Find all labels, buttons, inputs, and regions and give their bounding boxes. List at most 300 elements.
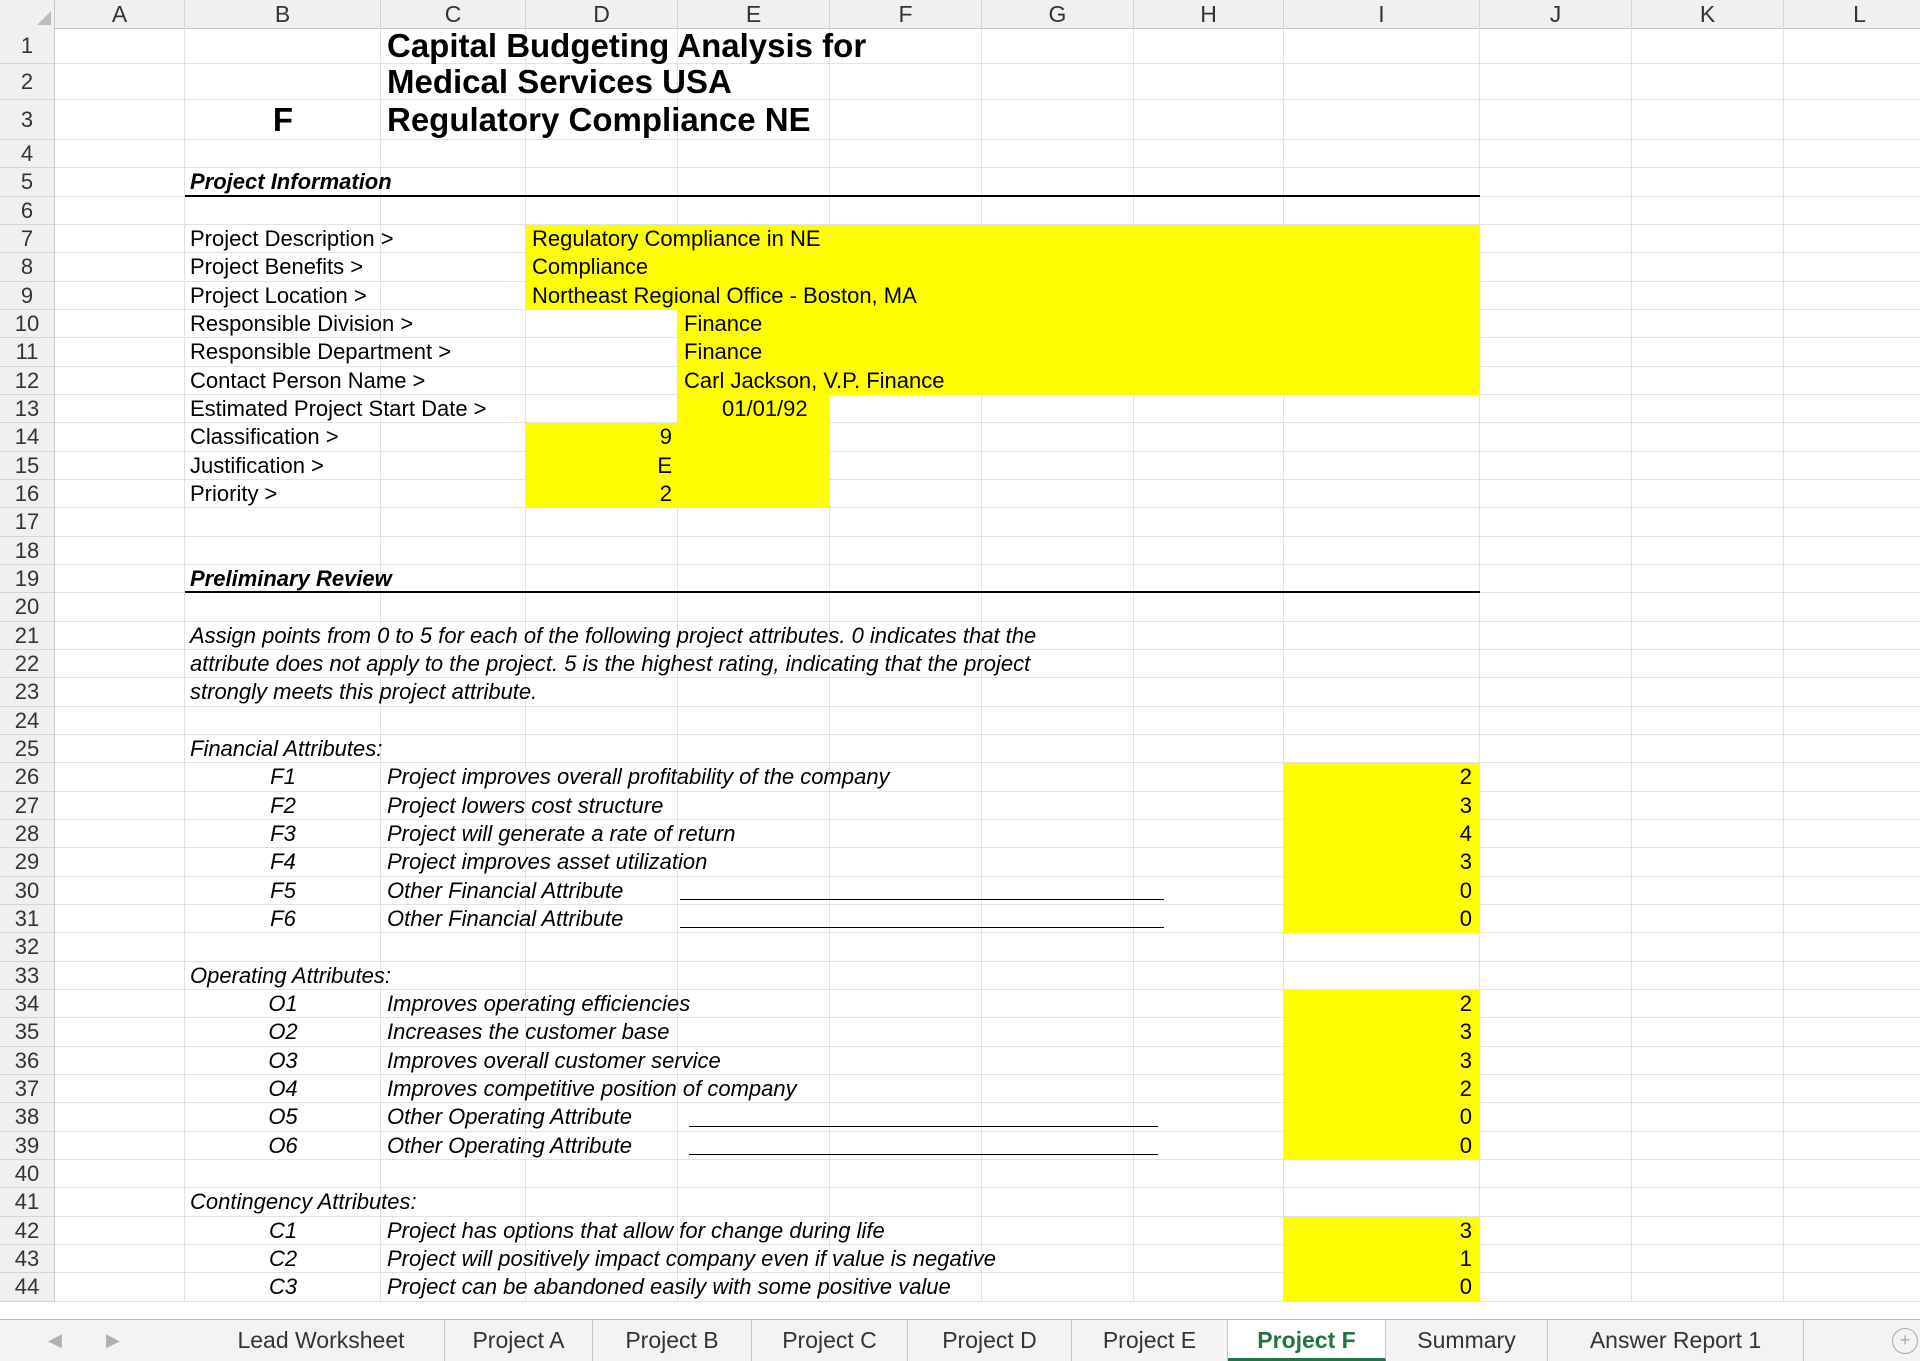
sheet-tab-project-f[interactable]: Project F — [1228, 1320, 1386, 1361]
cell-l11[interactable] — [1784, 338, 1920, 366]
cell-k35[interactable] — [1632, 1018, 1784, 1046]
cell-f37[interactable] — [830, 1075, 982, 1103]
cell-a16[interactable] — [55, 480, 185, 508]
row-header[interactable]: 15 — [0, 452, 55, 480]
cell-j11[interactable] — [1480, 338, 1632, 366]
cell-b1[interactable] — [185, 28, 381, 64]
cell-l1[interactable] — [1784, 28, 1920, 64]
cell-a33[interactable] — [55, 962, 185, 990]
row-header[interactable]: 3 — [0, 100, 55, 140]
cell-f5[interactable] — [830, 168, 982, 196]
cell-j29[interactable] — [1480, 848, 1632, 876]
cell-a43[interactable] — [55, 1245, 185, 1273]
cell-l36[interactable] — [1784, 1047, 1920, 1075]
cell-i4[interactable] — [1284, 140, 1480, 168]
cell-l21[interactable] — [1784, 622, 1920, 650]
cell-i10[interactable] — [1284, 310, 1480, 338]
cell-i19[interactable] — [1284, 565, 1480, 593]
cell-l42[interactable] — [1784, 1217, 1920, 1245]
cell-k13[interactable] — [1632, 395, 1784, 423]
cell-f6[interactable] — [830, 197, 982, 225]
row-header[interactable]: 6 — [0, 197, 55, 225]
cell-a2[interactable] — [55, 64, 185, 100]
cell-j13[interactable] — [1480, 395, 1632, 423]
cell-c32[interactable] — [381, 933, 526, 961]
cell-k40[interactable] — [1632, 1160, 1784, 1188]
row-header[interactable]: 31 — [0, 905, 55, 933]
cell-d23[interactable] — [526, 678, 678, 706]
cell-d24[interactable] — [526, 707, 678, 735]
cell-f17[interactable] — [830, 508, 982, 536]
cell-l26[interactable] — [1784, 763, 1920, 791]
cell-l18[interactable] — [1784, 537, 1920, 565]
cell-g9[interactable] — [982, 282, 1134, 310]
cell-i14[interactable] — [1284, 423, 1480, 451]
cell-k38[interactable] — [1632, 1103, 1784, 1131]
row-header[interactable]: 19 — [0, 565, 55, 593]
cell-l22[interactable] — [1784, 650, 1920, 678]
cell-h41[interactable] — [1134, 1188, 1284, 1216]
row-header[interactable]: 41 — [0, 1188, 55, 1216]
cell-e32[interactable] — [678, 933, 830, 961]
cell-j10[interactable] — [1480, 310, 1632, 338]
cell-k28[interactable] — [1632, 820, 1784, 848]
cell-a7[interactable] — [55, 225, 185, 253]
cell-i20[interactable] — [1284, 593, 1480, 621]
cell-j24[interactable] — [1480, 707, 1632, 735]
cell-h36[interactable] — [1134, 1047, 1284, 1075]
cell-l4[interactable] — [1784, 140, 1920, 168]
cell-a29[interactable] — [55, 848, 185, 876]
cell-j37[interactable] — [1480, 1075, 1632, 1103]
cell-j1[interactable] — [1480, 28, 1632, 64]
cell-j30[interactable] — [1480, 877, 1632, 905]
cell-i12[interactable] — [1284, 367, 1480, 395]
cell-k23[interactable] — [1632, 678, 1784, 706]
cell-g32[interactable] — [982, 933, 1134, 961]
cell-g12[interactable] — [982, 367, 1134, 395]
cell-e15[interactable] — [678, 452, 830, 480]
cell-e19[interactable] — [678, 565, 830, 593]
cell-e25[interactable] — [678, 735, 830, 763]
row-header[interactable]: 34 — [0, 990, 55, 1018]
cell-h25[interactable] — [1134, 735, 1284, 763]
cell-f33[interactable] — [830, 962, 982, 990]
cell-k34[interactable] — [1632, 990, 1784, 1018]
column-header-a[interactable]: A — [55, 0, 185, 28]
cell-f36[interactable] — [830, 1047, 982, 1075]
cell-k7[interactable] — [1632, 225, 1784, 253]
cell-d13[interactable] — [526, 395, 678, 423]
row-header[interactable]: 1 — [0, 28, 55, 64]
cell-l33[interactable] — [1784, 962, 1920, 990]
cell-i33[interactable] — [1284, 962, 1480, 990]
row-header[interactable]: 20 — [0, 593, 55, 621]
column-header-b[interactable]: B — [185, 0, 381, 28]
cell-g11[interactable] — [982, 338, 1134, 366]
cell-h4[interactable] — [1134, 140, 1284, 168]
sheet-tab-summary[interactable]: Summary — [1386, 1320, 1548, 1361]
row-header[interactable]: 16 — [0, 480, 55, 508]
cell-l12[interactable] — [1784, 367, 1920, 395]
cell-k26[interactable] — [1632, 763, 1784, 791]
cell-e14[interactable] — [678, 423, 830, 451]
column-header-l[interactable]: L — [1784, 0, 1920, 28]
cell-l17[interactable] — [1784, 508, 1920, 536]
cell-h18[interactable] — [1134, 537, 1284, 565]
cell-k14[interactable] — [1632, 423, 1784, 451]
row-header[interactable]: 7 — [0, 225, 55, 253]
cell-i16[interactable] — [1284, 480, 1480, 508]
cell-a12[interactable] — [55, 367, 185, 395]
cell-f2[interactable] — [830, 64, 982, 100]
cell-g15[interactable] — [982, 452, 1134, 480]
cell-d40[interactable] — [526, 1160, 678, 1188]
cell-j4[interactable] — [1480, 140, 1632, 168]
column-header-k[interactable]: K — [1632, 0, 1784, 28]
cell-g40[interactable] — [982, 1160, 1134, 1188]
cell-k8[interactable] — [1632, 253, 1784, 281]
cell-j2[interactable] — [1480, 64, 1632, 100]
cell-a4[interactable] — [55, 140, 185, 168]
cell-l44[interactable] — [1784, 1273, 1920, 1301]
cell-j19[interactable] — [1480, 565, 1632, 593]
cell-l5[interactable] — [1784, 168, 1920, 196]
cell-a36[interactable] — [55, 1047, 185, 1075]
cell-f32[interactable] — [830, 933, 982, 961]
cell-k11[interactable] — [1632, 338, 1784, 366]
cell-k43[interactable] — [1632, 1245, 1784, 1273]
cell-e5[interactable] — [678, 168, 830, 196]
cell-g6[interactable] — [982, 197, 1134, 225]
cell-i8[interactable] — [1284, 253, 1480, 281]
row-header[interactable]: 4 — [0, 140, 55, 168]
cell-a5[interactable] — [55, 168, 185, 196]
cell-g17[interactable] — [982, 508, 1134, 536]
cell-a25[interactable] — [55, 735, 185, 763]
cell-i9[interactable] — [1284, 282, 1480, 310]
cell-j18[interactable] — [1480, 537, 1632, 565]
cell-a44[interactable] — [55, 1273, 185, 1301]
cell-d10[interactable] — [526, 310, 678, 338]
cell-j39[interactable] — [1480, 1132, 1632, 1160]
cell-b2[interactable] — [185, 64, 381, 100]
cell-e31[interactable] — [678, 905, 830, 933]
row-header[interactable]: 18 — [0, 537, 55, 565]
sheet-tab-project-b[interactable]: Project B — [593, 1320, 752, 1361]
cell-j9[interactable] — [1480, 282, 1632, 310]
row-header[interactable]: 39 — [0, 1132, 55, 1160]
cell-h28[interactable] — [1134, 820, 1284, 848]
cell-l3[interactable] — [1784, 100, 1920, 140]
cell-h38[interactable] — [1134, 1103, 1284, 1131]
cell-h12[interactable] — [1134, 367, 1284, 395]
cell-e4[interactable] — [678, 140, 830, 168]
cell-a20[interactable] — [55, 593, 185, 621]
cell-h19[interactable] — [1134, 565, 1284, 593]
cell-f30[interactable] — [830, 877, 982, 905]
cell-j41[interactable] — [1480, 1188, 1632, 1216]
cell-g20[interactable] — [982, 593, 1134, 621]
cell-a21[interactable] — [55, 622, 185, 650]
cell-j3[interactable] — [1480, 100, 1632, 140]
cell-e17[interactable] — [678, 508, 830, 536]
cell-d18[interactable] — [526, 537, 678, 565]
cell-h6[interactable] — [1134, 197, 1284, 225]
cell-a14[interactable] — [55, 423, 185, 451]
cell-k32[interactable] — [1632, 933, 1784, 961]
cell-l19[interactable] — [1784, 565, 1920, 593]
cell-h11[interactable] — [1134, 338, 1284, 366]
cell-g5[interactable] — [982, 168, 1134, 196]
row-header[interactable]: 22 — [0, 650, 55, 678]
cell-h37[interactable] — [1134, 1075, 1284, 1103]
cell-f40[interactable] — [830, 1160, 982, 1188]
cell-a35[interactable] — [55, 1018, 185, 1046]
cell-d33[interactable] — [526, 962, 678, 990]
cell-h29[interactable] — [1134, 848, 1284, 876]
cell-j8[interactable] — [1480, 253, 1632, 281]
cell-h10[interactable] — [1134, 310, 1284, 338]
row-header[interactable]: 43 — [0, 1245, 55, 1273]
cell-a10[interactable] — [55, 310, 185, 338]
cell-e20[interactable] — [678, 593, 830, 621]
cell-i23[interactable] — [1284, 678, 1480, 706]
cell-i40[interactable] — [1284, 1160, 1480, 1188]
cell-a18[interactable] — [55, 537, 185, 565]
cell-i11[interactable] — [1284, 338, 1480, 366]
cell-f29[interactable] — [830, 848, 982, 876]
cell-k22[interactable] — [1632, 650, 1784, 678]
cell-h35[interactable] — [1134, 1018, 1284, 1046]
cell-f7[interactable] — [830, 225, 982, 253]
cell-f10[interactable] — [830, 310, 982, 338]
cell-f34[interactable] — [830, 990, 982, 1018]
cell-c9[interactable] — [381, 282, 526, 310]
cell-h40[interactable] — [1134, 1160, 1284, 1188]
cell-a3[interactable] — [55, 100, 185, 140]
cell-i15[interactable] — [1284, 452, 1480, 480]
new-sheet-icon[interactable]: + — [1892, 1328, 1918, 1354]
cell-f23[interactable] — [830, 678, 982, 706]
cell-h39[interactable] — [1134, 1132, 1284, 1160]
cell-g34[interactable] — [982, 990, 1134, 1018]
cell-f19[interactable] — [830, 565, 982, 593]
cell-a9[interactable] — [55, 282, 185, 310]
row-header[interactable]: 26 — [0, 763, 55, 791]
cell-l13[interactable] — [1784, 395, 1920, 423]
cell-a42[interactable] — [55, 1217, 185, 1245]
sheet-tab-project-c[interactable]: Project C — [752, 1320, 908, 1361]
cell-g23[interactable] — [982, 678, 1134, 706]
cell-e39[interactable] — [678, 1132, 830, 1160]
cell-b40[interactable] — [185, 1160, 381, 1188]
cell-h32[interactable] — [1134, 933, 1284, 961]
row-header[interactable]: 29 — [0, 848, 55, 876]
cell-a30[interactable] — [55, 877, 185, 905]
cell-e16[interactable] — [678, 480, 830, 508]
sheet-tab-project-e[interactable]: Project E — [1072, 1320, 1228, 1361]
cell-g7[interactable] — [982, 225, 1134, 253]
cell-f41[interactable] — [830, 1188, 982, 1216]
cell-a11[interactable] — [55, 338, 185, 366]
cell-j34[interactable] — [1480, 990, 1632, 1018]
cell-f15[interactable] — [830, 452, 982, 480]
cell-g44[interactable] — [982, 1273, 1134, 1301]
cell-k16[interactable] — [1632, 480, 1784, 508]
cell-c5[interactable] — [381, 168, 526, 196]
cell-i32[interactable] — [1284, 933, 1480, 961]
cell-a13[interactable] — [55, 395, 185, 423]
cell-g8[interactable] — [982, 253, 1134, 281]
cell-f38[interactable] — [830, 1103, 982, 1131]
cell-k12[interactable] — [1632, 367, 1784, 395]
cell-j32[interactable] — [1480, 933, 1632, 961]
cell-d4[interactable] — [526, 140, 678, 168]
cell-c24[interactable] — [381, 707, 526, 735]
cell-h44[interactable] — [1134, 1273, 1284, 1301]
column-header-f[interactable]: F — [830, 0, 982, 28]
row-header[interactable]: 21 — [0, 622, 55, 650]
cell-c15[interactable] — [381, 452, 526, 480]
cell-g18[interactable] — [982, 537, 1134, 565]
cell-j16[interactable] — [1480, 480, 1632, 508]
cell-f18[interactable] — [830, 537, 982, 565]
cell-c6[interactable] — [381, 197, 526, 225]
sheet-tab-lead-worksheet[interactable]: Lead Worksheet — [198, 1320, 445, 1361]
row-header[interactable]: 33 — [0, 962, 55, 990]
cell-g1[interactable] — [982, 28, 1134, 64]
cell-e23[interactable] — [678, 678, 830, 706]
column-header-h[interactable]: H — [1134, 0, 1284, 28]
cell-k6[interactable] — [1632, 197, 1784, 225]
cell-e38[interactable] — [678, 1103, 830, 1131]
cell-l24[interactable] — [1784, 707, 1920, 735]
cell-c14[interactable] — [381, 423, 526, 451]
cell-a19[interactable] — [55, 565, 185, 593]
cell-a1[interactable] — [55, 28, 185, 64]
row-header[interactable]: 14 — [0, 423, 55, 451]
cell-h16[interactable] — [1134, 480, 1284, 508]
cell-f8[interactable] — [830, 253, 982, 281]
cell-f14[interactable] — [830, 423, 982, 451]
cell-a17[interactable] — [55, 508, 185, 536]
cell-g4[interactable] — [982, 140, 1134, 168]
cell-c33[interactable] — [381, 962, 526, 990]
cell-c19[interactable] — [381, 565, 526, 593]
row-header[interactable]: 25 — [0, 735, 55, 763]
cell-j43[interactable] — [1480, 1245, 1632, 1273]
cell-b20[interactable] — [185, 593, 381, 621]
cell-k3[interactable] — [1632, 100, 1784, 140]
cell-f20[interactable] — [830, 593, 982, 621]
row-header[interactable]: 44 — [0, 1273, 55, 1301]
cell-h42[interactable] — [1134, 1217, 1284, 1245]
cell-j22[interactable] — [1480, 650, 1632, 678]
cell-h30[interactable] — [1134, 877, 1284, 905]
cell-c4[interactable] — [381, 140, 526, 168]
column-header-d[interactable]: D — [526, 0, 678, 28]
cell-k33[interactable] — [1632, 962, 1784, 990]
cell-h21[interactable] — [1134, 622, 1284, 650]
cell-f25[interactable] — [830, 735, 982, 763]
cell-d32[interactable] — [526, 933, 678, 961]
row-header[interactable]: 27 — [0, 792, 55, 820]
cell-a15[interactable] — [55, 452, 185, 480]
cell-l27[interactable] — [1784, 792, 1920, 820]
cell-g19[interactable] — [982, 565, 1134, 593]
cell-j5[interactable] — [1480, 168, 1632, 196]
cell-e30[interactable] — [678, 877, 830, 905]
cell-d20[interactable] — [526, 593, 678, 621]
cell-k9[interactable] — [1632, 282, 1784, 310]
cell-l2[interactable] — [1784, 64, 1920, 100]
cell-j6[interactable] — [1480, 197, 1632, 225]
cell-j28[interactable] — [1480, 820, 1632, 848]
cell-k27[interactable] — [1632, 792, 1784, 820]
cell-f16[interactable] — [830, 480, 982, 508]
cell-f39[interactable] — [830, 1132, 982, 1160]
cell-g41[interactable] — [982, 1188, 1134, 1216]
cell-h43[interactable] — [1134, 1245, 1284, 1273]
cell-d25[interactable] — [526, 735, 678, 763]
cell-j15[interactable] — [1480, 452, 1632, 480]
cell-j38[interactable] — [1480, 1103, 1632, 1131]
cell-b32[interactable] — [185, 933, 381, 961]
cell-d17[interactable] — [526, 508, 678, 536]
cell-l9[interactable] — [1784, 282, 1920, 310]
cell-h31[interactable] — [1134, 905, 1284, 933]
cell-h34[interactable] — [1134, 990, 1284, 1018]
cell-a40[interactable] — [55, 1160, 185, 1188]
cell-g39[interactable] — [982, 1132, 1134, 1160]
cell-k25[interactable] — [1632, 735, 1784, 763]
cell-g29[interactable] — [982, 848, 1134, 876]
cell-k31[interactable] — [1632, 905, 1784, 933]
cell-k10[interactable] — [1632, 310, 1784, 338]
cell-c7[interactable] — [381, 225, 526, 253]
cell-i7[interactable] — [1284, 225, 1480, 253]
column-header-e[interactable]: E — [678, 0, 830, 28]
cell-a41[interactable] — [55, 1188, 185, 1216]
cell-h20[interactable] — [1134, 593, 1284, 621]
cell-k1[interactable] — [1632, 28, 1784, 64]
cell-i3[interactable] — [1284, 100, 1480, 140]
cell-e34[interactable] — [678, 990, 830, 1018]
cell-k24[interactable] — [1632, 707, 1784, 735]
cell-h26[interactable] — [1134, 763, 1284, 791]
cell-j7[interactable] — [1480, 225, 1632, 253]
cell-e40[interactable] — [678, 1160, 830, 1188]
row-header[interactable]: 23 — [0, 678, 55, 706]
cell-i17[interactable] — [1284, 508, 1480, 536]
row-header[interactable]: 11 — [0, 338, 55, 366]
cell-a23[interactable] — [55, 678, 185, 706]
cell-l15[interactable] — [1784, 452, 1920, 480]
cell-l8[interactable] — [1784, 253, 1920, 281]
cell-g33[interactable] — [982, 962, 1134, 990]
cell-a28[interactable] — [55, 820, 185, 848]
cell-k17[interactable] — [1632, 508, 1784, 536]
cell-c40[interactable] — [381, 1160, 526, 1188]
cell-k19[interactable] — [1632, 565, 1784, 593]
column-header-i[interactable]: I — [1284, 0, 1480, 28]
cell-h33[interactable] — [1134, 962, 1284, 990]
select-all-corner[interactable] — [0, 0, 55, 28]
cell-l20[interactable] — [1784, 593, 1920, 621]
row-header[interactable]: 8 — [0, 253, 55, 281]
cell-e6[interactable] — [678, 197, 830, 225]
